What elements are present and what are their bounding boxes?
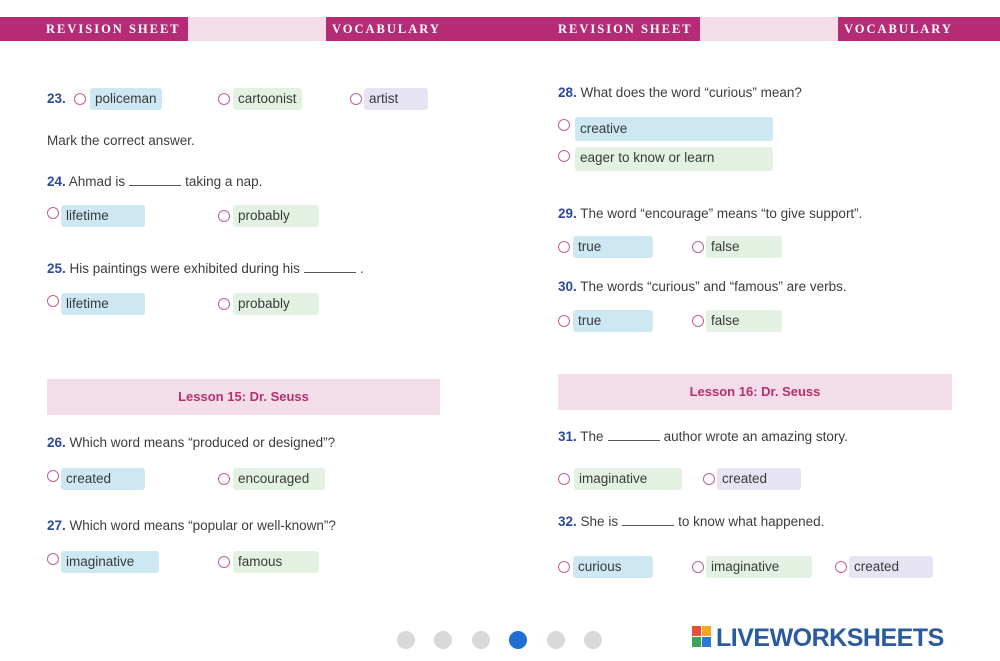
answer-label: imaginative (574, 468, 682, 490)
page-dot-active[interactable] (509, 631, 527, 649)
answer-label: false (706, 236, 782, 258)
question-number: 25. (47, 261, 66, 276)
question-26 (47, 435, 335, 450)
page-dot[interactable] (584, 631, 602, 649)
radio-circle-icon[interactable] (47, 553, 59, 565)
lesson-heading: Lesson 15: Dr. Seuss (47, 379, 440, 415)
question-text: Which word means “popular or well-known”? (69, 518, 336, 533)
question-text: The words “curious” and “famous” are verbs. (580, 279, 847, 294)
radio-circle-icon[interactable] (218, 556, 230, 568)
question-24 (47, 174, 262, 189)
radio-circle-icon[interactable] (218, 93, 230, 105)
radio-circle-icon[interactable] (692, 315, 704, 327)
question-27 (47, 518, 336, 533)
answer-label: probably (233, 293, 319, 315)
answer-label: encouraged (233, 468, 325, 490)
page-dot[interactable] (547, 631, 565, 649)
header-title: REVISION SHEET (558, 22, 693, 36)
question-number: 31. (558, 429, 577, 444)
blank-line (129, 184, 181, 186)
question-31 (558, 429, 848, 444)
answer-label: policeman (90, 88, 162, 110)
radio-circle-icon[interactable] (47, 295, 59, 307)
radio-circle-icon[interactable] (558, 561, 570, 573)
answer-label: curious (573, 556, 653, 578)
question-29 (558, 206, 862, 221)
question-text: Ahmad is (68, 174, 126, 189)
answer-label: false (706, 310, 782, 332)
question-text: The (580, 429, 604, 444)
radio-circle-icon[interactable] (350, 93, 362, 105)
question-text: to know what happened. (678, 514, 825, 529)
header-right (500, 17, 1000, 41)
answer-label: creative (575, 117, 773, 141)
answer-label: imaginative (706, 556, 812, 578)
question-number: 26. (47, 435, 66, 450)
answer-label: lifetime (61, 205, 145, 227)
header-subject-bar (838, 17, 1000, 41)
question-number: 24. (47, 174, 66, 189)
blank-line (304, 271, 356, 273)
radio-circle-icon[interactable] (74, 93, 86, 105)
question-number: 23. (47, 91, 66, 106)
question-32 (558, 514, 824, 529)
radio-circle-icon[interactable] (558, 241, 570, 253)
radio-circle-icon[interactable] (218, 210, 230, 222)
header-subject: VOCABULARY (332, 22, 441, 36)
answer-label: lifetime (61, 293, 145, 315)
radio-circle-icon[interactable] (558, 119, 570, 131)
header-spacer (188, 17, 326, 41)
header-subject: VOCABULARY (844, 22, 953, 36)
header-left (0, 17, 500, 41)
radio-circle-icon[interactable] (47, 470, 59, 482)
question-25 (47, 261, 364, 276)
header-title-bar (500, 17, 700, 41)
question-number: 28. (558, 85, 577, 100)
blank-line (622, 524, 674, 526)
question-23 (47, 91, 66, 106)
radio-circle-icon[interactable] (558, 473, 570, 485)
radio-circle-icon[interactable] (692, 561, 704, 573)
question-number: 27. (47, 518, 66, 533)
logo-text: LIVEWORKSHEETS (716, 624, 944, 652)
answer-label: created (61, 468, 145, 490)
answer-label: true (573, 310, 653, 332)
page-dot[interactable] (472, 631, 490, 649)
radio-circle-icon[interactable] (218, 298, 230, 310)
question-text: author wrote an amazing story. (663, 429, 848, 444)
header-title: REVISION SHEET (46, 22, 181, 36)
question-text: The word “encourage” means “to give support”. (580, 206, 863, 221)
answer-label: created (849, 556, 933, 578)
blank-line (608, 439, 660, 441)
question-text: taking a nap. (185, 174, 263, 189)
header-title-bar (0, 17, 188, 41)
answer-label: famous (233, 551, 319, 573)
answer-label: probably (233, 205, 319, 227)
answer-label: cartoonist (233, 88, 302, 110)
header-subject-bar (326, 17, 500, 41)
radio-circle-icon[interactable] (703, 473, 715, 485)
header-spacer (700, 17, 838, 41)
answer-label: true (573, 236, 653, 258)
radio-circle-icon[interactable] (835, 561, 847, 573)
page-dot[interactable] (397, 631, 415, 649)
liveworksheets-mark-icon (692, 626, 712, 648)
radio-circle-icon[interactable] (558, 315, 570, 327)
lesson-heading: Lesson 16: Dr. Seuss (558, 374, 952, 410)
answer-label: eager to know or learn (575, 147, 773, 171)
page-dot[interactable] (434, 631, 452, 649)
question-number: 29. (558, 206, 577, 221)
question-text: His paintings were exhibited during his (69, 261, 300, 276)
instruction-text: Mark the correct answer. (47, 133, 195, 148)
question-28 (558, 85, 802, 100)
question-text: What does the word “curious” mean? (580, 85, 802, 100)
question-text: She is (580, 514, 619, 529)
answer-label: artist (364, 88, 428, 110)
radio-circle-icon[interactable] (47, 207, 59, 219)
question-text: Which word means “produced or designed”? (69, 435, 336, 450)
question-30 (558, 279, 847, 294)
radio-circle-icon[interactable] (558, 150, 570, 162)
radio-circle-icon[interactable] (218, 473, 230, 485)
question-number: 32. (558, 514, 577, 529)
answer-label: created (717, 468, 801, 490)
question-text: . (359, 261, 364, 276)
answer-label: imaginative (61, 551, 159, 573)
radio-circle-icon[interactable] (692, 241, 704, 253)
question-number: 30. (558, 279, 577, 294)
